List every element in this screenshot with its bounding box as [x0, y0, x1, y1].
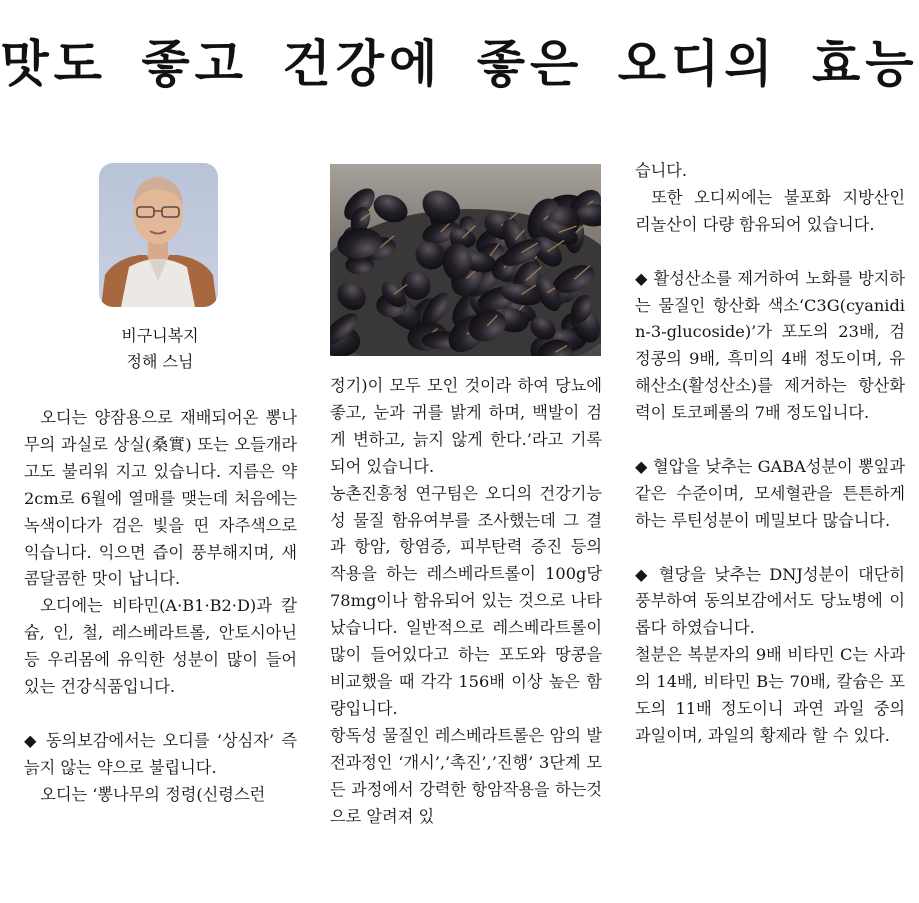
paragraph: 오디는 양잠용으로 재배되어온 뽕나무의 과실로 상실(桑實) 또는 오들개라고도 불리워 지고 있습니다. 지름은 약2cm로 6월에 열매를 맺는데 처음에는 녹색이다가 검은 빛을 띤 자주색으로 익습니다. 익으면 즙이 풍부해지며, 새콤달콤한 맛이 납니다.	[24, 408, 297, 589]
column-right	[635, 158, 905, 750]
paragraph: 농촌진흥청 연구팀은 오디의 건강기능성 물질 함유여부를 조사했는데 그 결과 항암, 항염증, 피부탄력 증진 등의 작용을 하는 레스베라트롤이 100g당 78mg이나 함유되어 있는 것으로 나타났습니다. 일반적으로 레스베라트롤이 많이 들어있다고 하는 포도와 땅콩을 비교했을 때 각각 156배 이상 높은 함량입니다.	[330, 483, 602, 718]
paragraph: ◆ 혈압을 낮추는 GABA성분이 뽕잎과 같은 수준이며, 모세혈관을 튼튼하게 하는 루틴성분이 메밀보다 많습니다.	[635, 456, 905, 530]
paragraph: ◆ 혈당을 낮추는 DNJ성분이 대단히 풍부하여 동의보감에서도 당뇨병에 이롭다 하였습니다.	[635, 564, 905, 638]
mulberry-photo	[330, 164, 601, 356]
paragraph: 오디는 ‘뽕나무의 정령(신령스런	[40, 784, 266, 804]
column-left	[24, 405, 297, 809]
paragraph: 오디에는 비타민(A·B1·B2·D)과 칼슘, 인, 철, 레스베라트롤, 안토시아닌 등 우리몸에 유익한 성분이 많이 들어있는 건강식품입니다.	[24, 596, 297, 697]
author-name: 정해 스님	[126, 352, 194, 371]
paragraph: 습니다.	[635, 161, 688, 180]
paragraph: ◆ 동의보감에서는 오디를 ‘상심자’ 즉 늙지 않는 약으로 불립니다.	[24, 730, 297, 777]
paragraph: 철분은 복분자의 9배 비타민 C는 사과의 14배, 비타민 B는 70배, 칼슘은 포도의 11배 정도이니 과연 과일 중의 과일이며, 과일의 황제라 할 수 있다.	[635, 645, 905, 745]
author-photo	[99, 163, 218, 307]
paragraph: 또한 오디씨에는 불포화 지방산인 리놀산이 다량 함유되어 있습니다.	[635, 187, 905, 234]
paragraph: ◆ 활성산소를 제거하여 노화를 방지하는 물질인 항산화 색소‘C3G(cyanidin-3-glucoside)’가 포도의 23배, 검정콩의 9배, 흑미의 4배 정도이며, 유해산소(활성산소)를 제거하는 항산화력이 토코페롤의 7배 정도입니다.	[635, 268, 905, 423]
page-title: 맛도 좋고 건강에 좋은 오디의 효능	[0, 35, 919, 93]
author-affiliation: 비구니복지	[121, 326, 199, 345]
column-middle	[330, 373, 602, 830]
paragraph: 항독성 물질인 레스베라트롤은 암의 발전과정인 ‘개시’,’촉진’,’진행’ 3단계 모든 과정에서 강력한 항암작용을 하는것으로 알려져 있	[330, 725, 602, 826]
paragraph: 정기)이 모두 모인 것이라 하여 당뇨에 좋고, 눈과 귀를 밝게 하며, 백발이 검게 변하고, 늙지 않게 한다.’라고 기록되어 있습니다.	[330, 376, 602, 476]
